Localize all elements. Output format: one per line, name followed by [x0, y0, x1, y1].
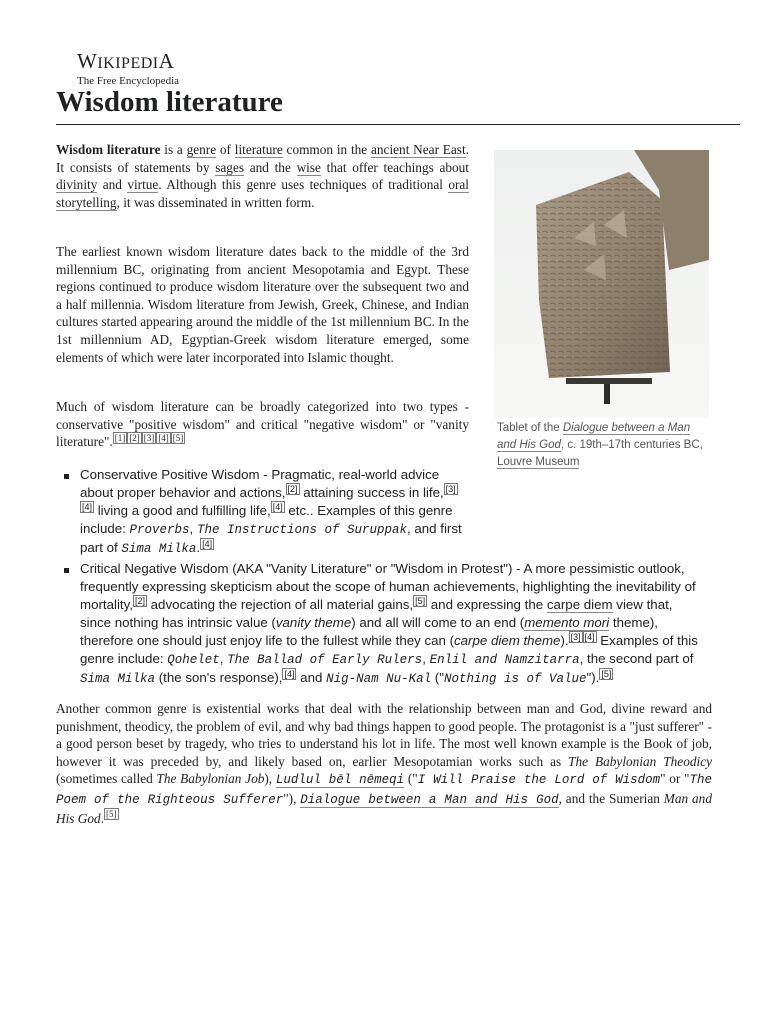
citation[interactable]: [4]	[272, 501, 283, 512]
link-ancient-near-east[interactable]: ancient Near East	[371, 142, 466, 157]
wisdom-types-list	[56, 466, 706, 688]
link-oral-storytelling[interactable]: oral storytelling	[56, 177, 469, 210]
categories-paragraph: Much of wisdom literature can be broadly categorized into two types - conservative "positive wisdom" and critical "negative wisdom" or "vanity literature". [1] [2] [3] [4] [5]	[56, 399, 469, 450]
logo-tagline: The Free Encyclopedia	[77, 75, 180, 87]
intro-paragraph: Wisdom literature is a genre of literature common in the ancient Near East. It consists of statements by sages and the wise that offer teachings about divinity and virtue. Although this genre uses techniques of traditional oral storytelling, it was disseminated in written form.	[56, 142, 470, 210]
page-title: Wisdom literature	[56, 86, 283, 118]
link-carpe-diem[interactable]: carpe diem	[546, 597, 613, 612]
citation[interactable]: [5]	[415, 595, 426, 606]
citation[interactable]: [2]	[134, 595, 145, 606]
link-dialogue-man-god[interactable]: Dialogue between a Man and His God	[300, 792, 559, 807]
image-caption: Tablet of the Dialogue between a Man and His God, c. 19th–17th centuries BC, Louvre Museum	[497, 422, 703, 468]
link-wise[interactable]: wise	[296, 159, 321, 175]
citation[interactable]: [4]	[202, 538, 213, 549]
link-virtue[interactable]: virtue	[127, 177, 159, 193]
existential-paragraph: Another common genre is existential works that deal with the relationship between man and God, divine reward and punishment, theodicy, the problem of evil, and why bad things happen to good people. The protagonist is a "just sufferer" - a good person beset by tragedy, who tries to understand his lot in life. The most well known example is the Book of job, however it was preceded by, and likely based on, earlier Mesopotamian works such as The Babylonian Theodicy (sometimes called The Babylonian Job), Ludlul bēl nēmeqi ("I Will Praise the Lord of Wisdom" or "The Poem of the Righteous Sufferer"), Dialogue between a Man and His God, and the Sumerian Man and His God. [5]	[56, 701, 713, 826]
link-sages[interactable]: sages	[215, 159, 245, 175]
citation[interactable]: [3][4]	[82, 483, 456, 512]
list-item: Critical Negative Wisdom (AKA "Vanity Literature" or "Wisdom in Protest") - A more pessimistic outlook, frequently expressing skepticism about the scope of human achievements, highlighting the inevitability of mortality, [2] advocating the rejection of all material gains, [5] and expressing the carpe diem view that, since nothing has intrinsic value (vanity theme) and all will come to an end (memento mori theme), therefore one should just enjoy life to the fullest while they can (carpe diem theme). [3] [4] Examples of this genre include: Qohelet, The Ballad of Early Rulers, Enlil and Namzitarra, the second part of Sima Milka (the son's response), [4] and Nig-Nam Nu-Kal ("Nothing is of Value"). [5]	[56, 560, 706, 688]
link-ludlul[interactable]: Ludlul bēl nēmeqi	[275, 773, 405, 788]
wikipedia-logo[interactable]	[77, 50, 179, 88]
citation-group[interactable]: [1] [2] [3] [4] [5]	[114, 432, 184, 443]
citation[interactable]: [3] [4]	[570, 631, 595, 642]
caption-link-louvre[interactable]: Louvre Museum	[497, 456, 580, 468]
logo-wordmark: WIKIPEDIA	[77, 49, 175, 73]
tablet-illustration	[494, 150, 709, 418]
history-paragraph: The earliest known wisdom literature dates back to the middle of the 3rd millennium BC, originating from ancient Mesopotamia and Egypt. These regions continued to produce wisdom literature over the subsequent two and a half millennia. Wisdom literature from Jewish, Greek, Chinese, and Indian cultures started appearing around the middle of the 1st millennium BC. In the 1st millennium AD, Egyptian-Greek wisdom literature emerged, some elements of which were later incorporated into Islamic thought.	[56, 244, 469, 365]
title-divider	[56, 124, 740, 125]
link-literature[interactable]: literature	[234, 142, 283, 157]
link-memento-mori[interactable]: memento mori	[524, 615, 610, 630]
list-item: Conservative Positive Wisdom - Pragmatic, real-world advice about proper behavior and actions, [2] attaining success in life, [3][4] living a good and fulfilling life, [4] etc.. Examples of this genre include: Proverbs, The Instructions of Suruppak, and first part of Sima Milka. [4]	[56, 466, 465, 558]
link-divinity[interactable]: divinity	[56, 177, 98, 193]
citation[interactable]: [5]	[601, 668, 612, 679]
citation[interactable]: [4]	[284, 668, 295, 679]
citation[interactable]: [5]	[106, 809, 117, 820]
caption-link-dialogue[interactable]: Dialogue between a Man and His God	[497, 422, 691, 451]
citation[interactable]: [2]	[287, 483, 298, 494]
link-genre[interactable]: genre	[186, 142, 217, 157]
tablet-image[interactable]	[494, 150, 709, 418]
bold-term: Wisdom literature	[56, 142, 161, 157]
